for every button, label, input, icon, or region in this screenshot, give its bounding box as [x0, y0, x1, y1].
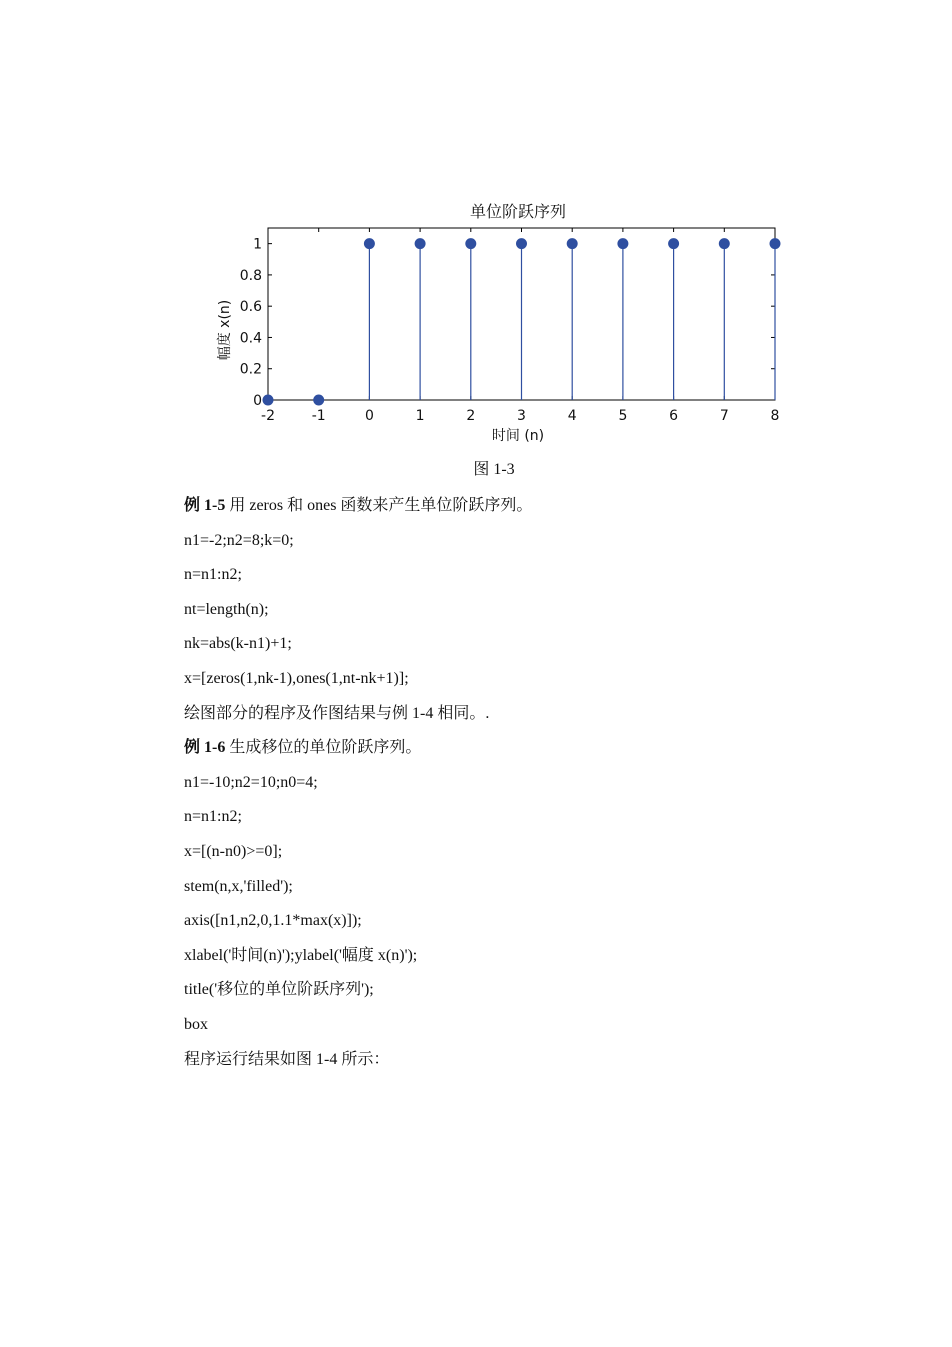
- stem-point: [364, 239, 374, 249]
- y-tick-label: 1: [253, 236, 262, 253]
- example-1-5-heading: [184, 492, 904, 527]
- y-tick-label: 0.6: [239, 299, 262, 316]
- code-line: x=[(n-n0)>=0];: [184, 842, 283, 860]
- x-tick-label: 4: [567, 408, 577, 424]
- code-line: box: [184, 1015, 208, 1033]
- example-note: 程序运行结果如图 1-4 所示：: [184, 1050, 390, 1068]
- stem-point: [567, 239, 577, 249]
- y-tick-label: 0.4: [239, 330, 262, 347]
- x-tick-label: 8: [770, 408, 780, 424]
- stems: [263, 239, 780, 405]
- x-tick-label: 7: [719, 408, 729, 424]
- stem-point: [415, 239, 425, 249]
- y-tick-label: 0: [253, 393, 262, 409]
- code-line: nt=length(n);: [184, 600, 269, 618]
- x-tick-label: -2: [261, 408, 275, 424]
- code-line: n1=-2;n2=8;k=0;: [184, 531, 294, 549]
- example-description: 用 zeros 和 ones 函数来产生单位阶跃序列。: [225, 497, 533, 514]
- code-line: axis([n1,n2,0,1.1*max(x)]);: [184, 912, 362, 930]
- stem-point: [719, 239, 729, 249]
- x-tick-label: 6: [669, 408, 679, 424]
- stem-point: [770, 239, 780, 249]
- y-axis-label: 幅度 x(n): [217, 299, 233, 361]
- ticks: [240, 228, 780, 424]
- example-1-6-heading: [184, 734, 904, 769]
- example-label: 例 1-6: [184, 739, 226, 757]
- x-tick-label: 1: [415, 408, 425, 424]
- stem-point: [618, 239, 628, 249]
- stem-point: [517, 239, 527, 249]
- example-description: 生成移位的单位阶跃序列。: [225, 739, 422, 757]
- code-line: stem(n,x,'filled');: [184, 877, 293, 895]
- y-tick-label: 0.8: [239, 267, 262, 284]
- example-label: 例 1-5: [184, 497, 226, 514]
- x-tick-label: 0: [364, 408, 374, 424]
- chart-title: 单位阶跃序列: [469, 202, 567, 221]
- code-line: n=n1:n2;: [184, 566, 242, 584]
- stem-point: [314, 395, 324, 405]
- x-tick-label: 3: [517, 408, 526, 424]
- x-tick-label: -1: [311, 408, 326, 424]
- code-line: n1=-10;n2=10;n0=4;: [184, 773, 318, 791]
- document-body: [184, 492, 904, 1080]
- stem-chart: [205, 190, 805, 455]
- code-line: xlabel('时间(n)');ylabel('幅度 x(n)');: [184, 946, 418, 964]
- x-axis-label: 时间 (n): [491, 428, 545, 444]
- example-note: 绘图部分的程序及作图结果与例 1-4 相同。.: [184, 704, 490, 722]
- code-line: n=n1:n2;: [184, 808, 242, 826]
- y-tick-label: 0.2: [239, 361, 262, 378]
- x-tick-label: 5: [618, 408, 628, 424]
- stem-point: [466, 239, 476, 249]
- code-line: x=[zeros(1,nk-1),ones(1,nt-nk+1)];: [184, 669, 409, 687]
- code-line: nk=abs(k-n1)+1;: [184, 635, 292, 653]
- stem-point: [669, 239, 679, 249]
- code-line: title('移位的单位阶跃序列');: [184, 981, 374, 999]
- stem-point: [263, 395, 273, 405]
- x-tick-label: 2: [466, 408, 476, 424]
- figure-caption: 图 1-3: [473, 461, 515, 478]
